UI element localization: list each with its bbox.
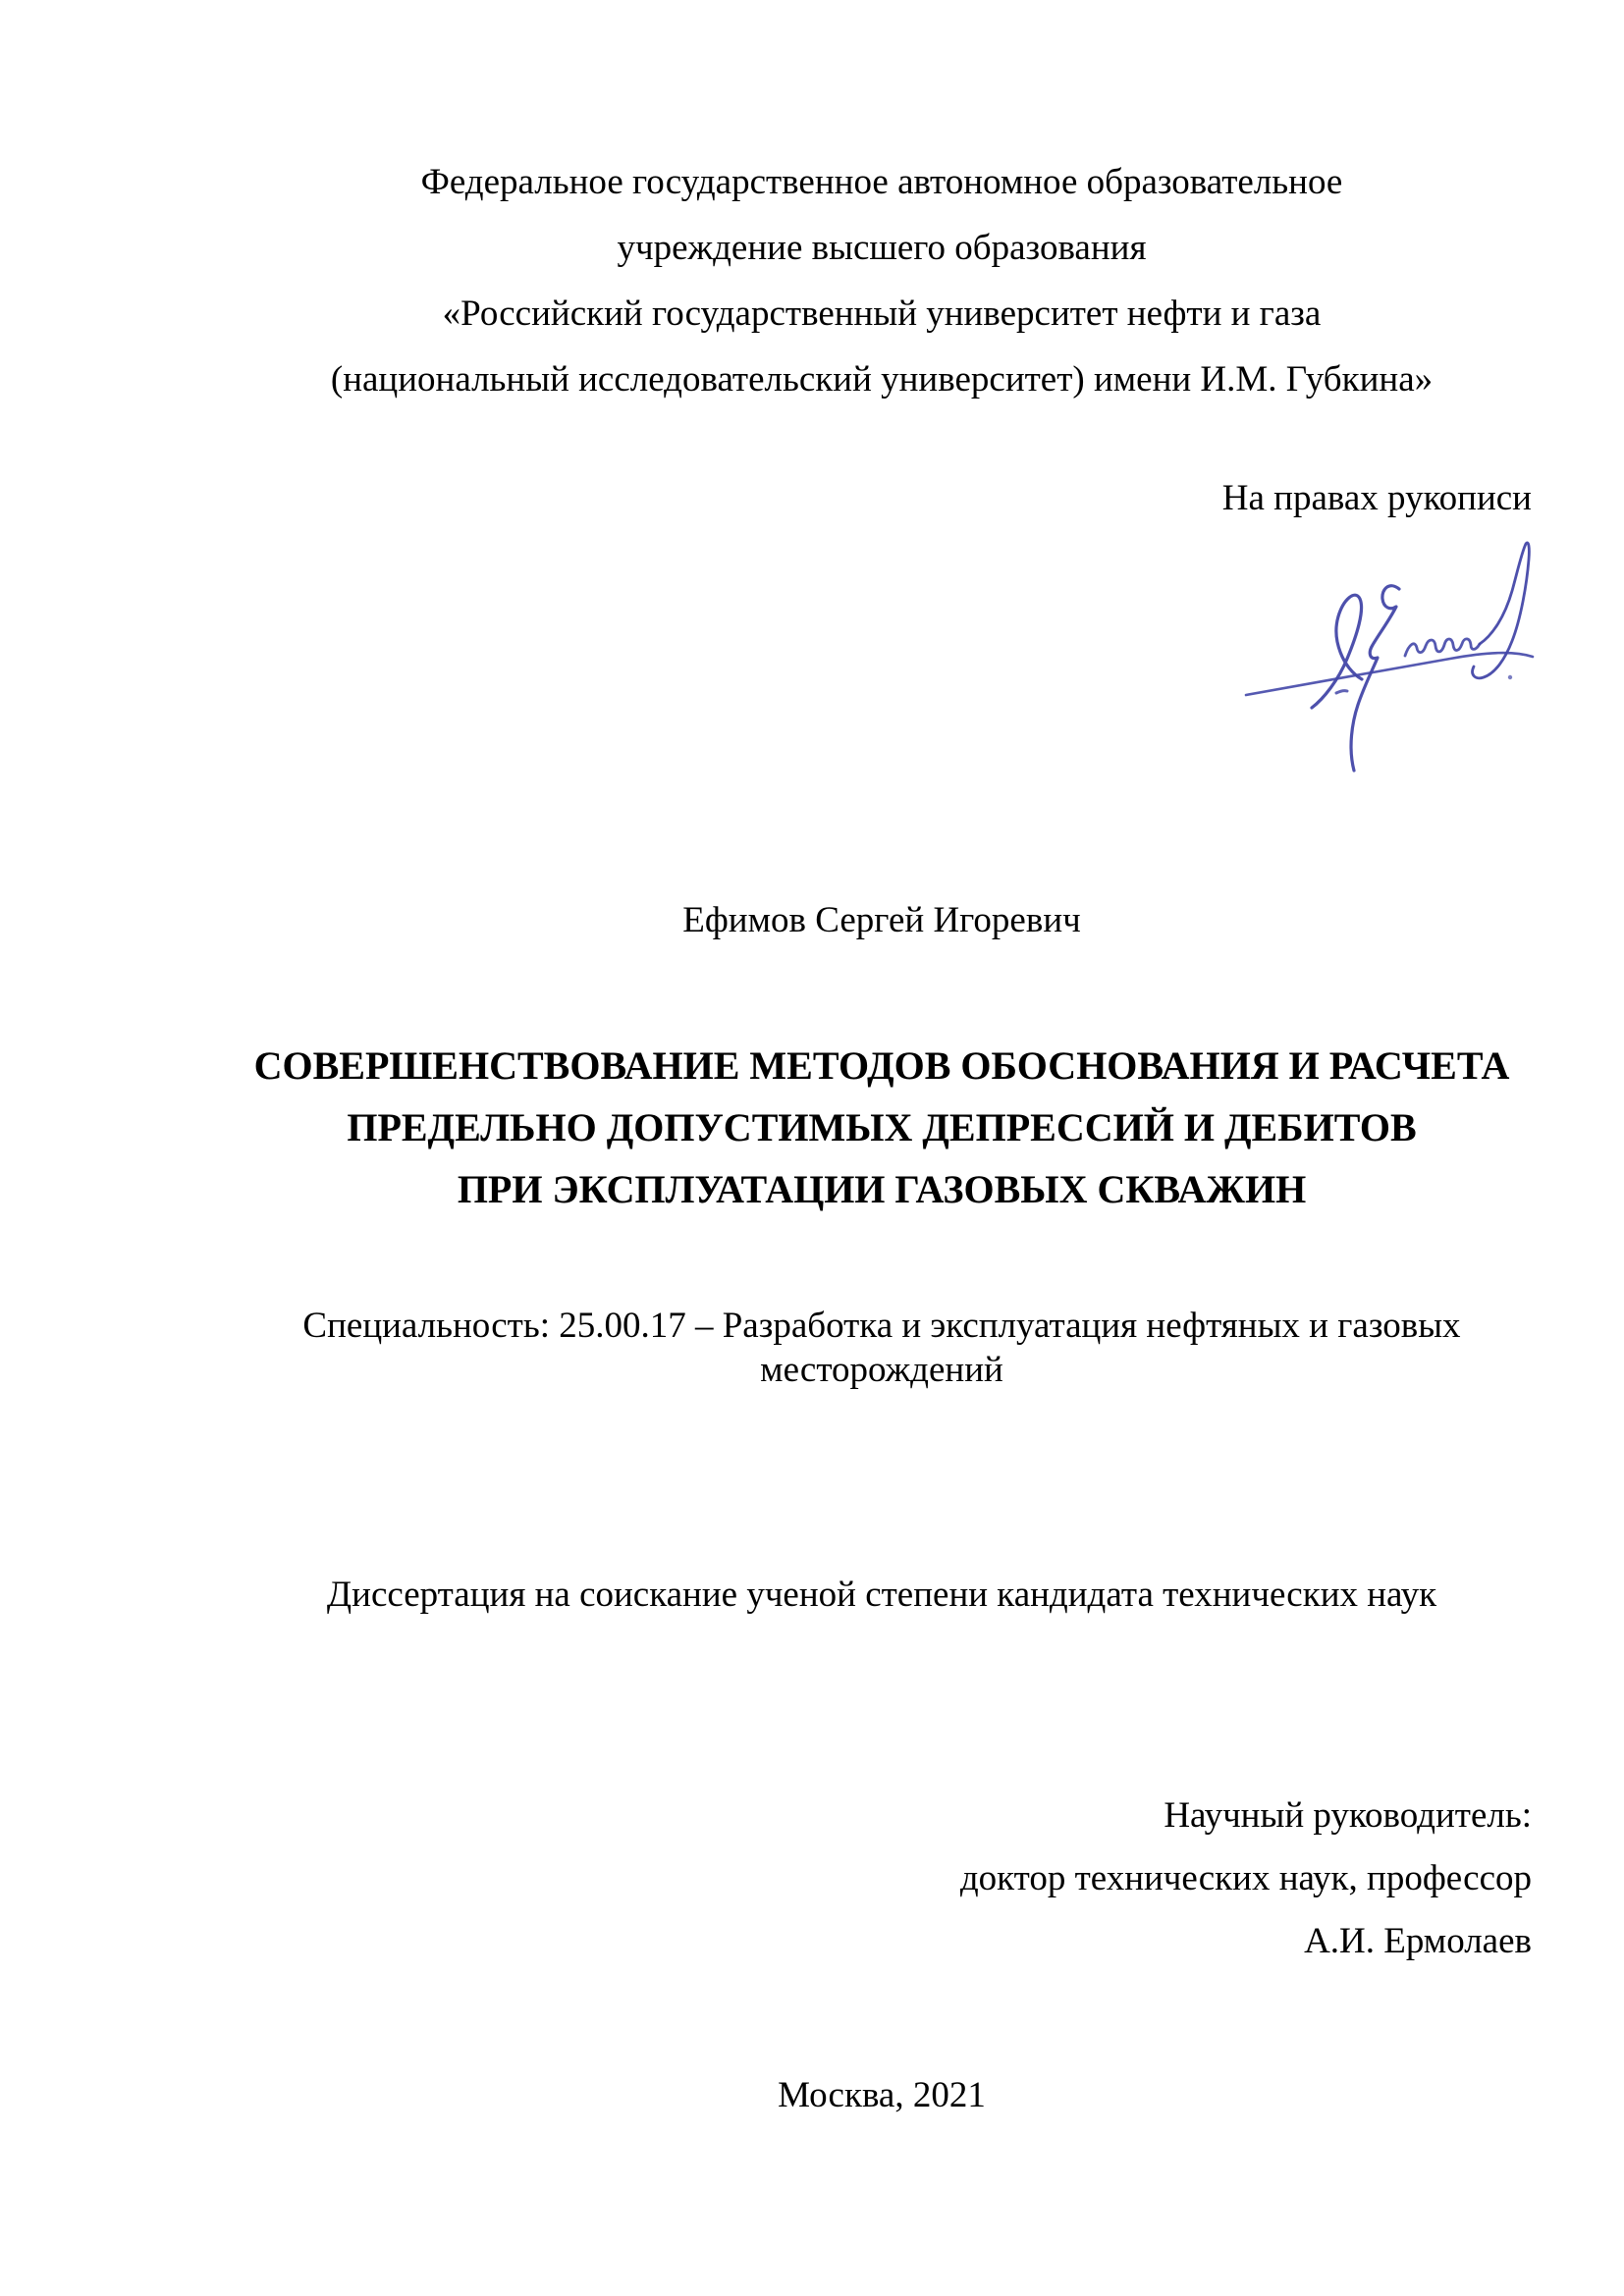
institution-line: учреждение высшего образования <box>617 228 1147 268</box>
institution-line: (национальный исследовательский университет) имени И.М. Губкина» <box>330 359 1434 400</box>
specialty-line: Специальность: 25.00.17 – Разработка и эксплуатация нефтяных и газовых <box>302 1306 1461 1346</box>
city-year-line: Москва, 2021 <box>778 2075 986 2115</box>
supervisor-section <box>232 1785 1532 1973</box>
title-line: ПРЕДЕЛЬНО ДОПУСТИМЫХ ДЕПРЕССИЙ И ДЕБИТОВ <box>347 1105 1417 1149</box>
manuscript-rights-note: На правах рукописи <box>1221 478 1532 518</box>
dissertation-title <box>232 1035 1532 1220</box>
signature-scribble-stroke <box>1405 639 1480 656</box>
specialty-line: месторождений <box>760 1350 1003 1390</box>
institution-header <box>232 149 1532 412</box>
institution-line: «Российский государственный университет нефти и газа <box>442 294 1322 334</box>
author-name: Ефимов Сергей Игоревич <box>682 900 1081 940</box>
supervisor-name: А.И. Ермолаев <box>1304 1921 1532 1961</box>
signature-ink-dot <box>1508 675 1512 679</box>
signature-initial-stroke <box>1312 595 1362 708</box>
supervisor-degree: доктор технических наук, профессор <box>959 1858 1532 1898</box>
signature-flourish-stroke <box>1473 543 1530 678</box>
specialty-section <box>232 1304 1532 1392</box>
signature-tick-stroke <box>1336 691 1347 693</box>
author-signature-image <box>1213 530 1551 780</box>
title-line: ПРИ ЭКСПЛУАТАЦИИ ГАЗОВЫХ СКВАЖИН <box>457 1167 1307 1211</box>
title-line: СОВЕРШЕНСТВОВАНИЕ МЕТОДОВ ОБОСНОВАНИЯ И РАСЧЕТА <box>253 1043 1510 1088</box>
thesis-type-line: Диссертация на соискание ученой степени кандидата технических наук <box>326 1575 1437 1615</box>
institution-line: Федеральное государственное автономное образовательное <box>420 162 1343 202</box>
supervisor-label: Научный руководитель: <box>1164 1795 1532 1836</box>
